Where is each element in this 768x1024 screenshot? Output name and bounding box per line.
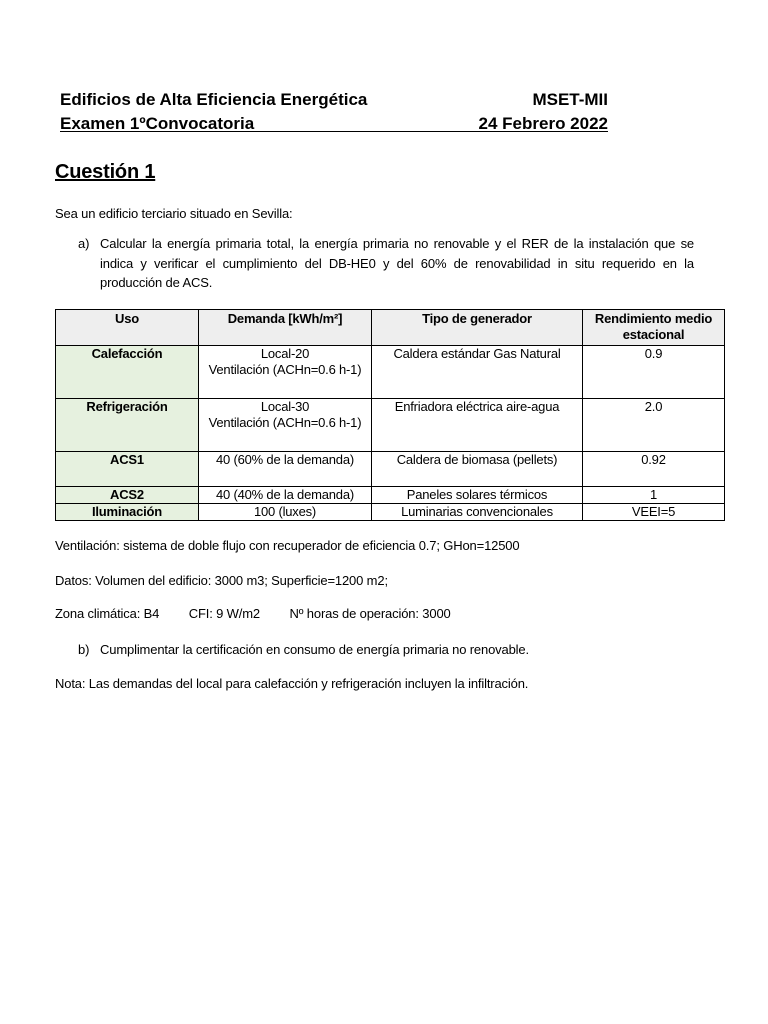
header-rendimiento: Rendimiento medio estacional — [583, 310, 725, 346]
header-uso: Uso — [56, 310, 199, 346]
table-row — [56, 504, 725, 521]
table-row — [56, 487, 725, 504]
table-row — [56, 452, 725, 487]
climate-zone: Zona climática: B4 — [55, 606, 160, 621]
cell-generador: Paneles solares térmicos — [372, 487, 583, 504]
cell-demanda: 40 (60% de la demanda) — [199, 452, 372, 487]
table-row — [56, 399, 725, 452]
item-a-text: Calcular la energía primaria total, la energía primaria no renovable y el RER de la instalación que se indica y verificar el cumplimiento del DB-HE0 y del 60% de renovabilidad in situ requerido en la producción de ACS. — [100, 236, 694, 290]
cell-generador: Luminarias convencionales — [372, 504, 583, 521]
cell-uso: Calefacción — [56, 346, 199, 399]
cell-rendimiento: 1 — [583, 487, 725, 504]
cell-demanda-local: Local-30 — [260, 399, 310, 414]
header-generador: Tipo de generador — [372, 310, 583, 346]
table-header-row — [56, 310, 725, 346]
cell-rendimiento: VEEI=5 — [583, 504, 725, 521]
installation-table — [55, 309, 725, 521]
note-text: Nota: Las demandas del local para calefacción y refrigeración incluyen la infiltración. — [55, 676, 529, 691]
cell-uso: Iluminación — [56, 504, 199, 521]
cell-demanda-ventilacion: Ventilación (ACHn=0.6 h-1) — [208, 362, 362, 377]
cell-rendimiento: 2.0 — [583, 399, 725, 452]
cell-rendimiento: 0.92 — [583, 452, 725, 487]
ventilation-text: Ventilación: sistema de doble flujo con recuperador de eficiencia 0.7; GHon=12500 — [55, 538, 520, 553]
cell-demanda: 100 (luxes) — [199, 504, 372, 521]
cell-uso: Refrigeración — [56, 399, 199, 452]
exam-name: Examen 1ºConvocatoria — [60, 114, 255, 133]
item-a — [78, 234, 694, 293]
cell-uso: ACS2 — [56, 487, 199, 504]
cell-generador: Enfriadora eléctrica aire-agua — [372, 399, 583, 452]
cell-rendimiento: 0.9 — [583, 346, 725, 399]
exam-date: 24 Febrero 2022 — [478, 114, 608, 133]
climate-zone-line — [55, 604, 715, 623]
header-underline — [60, 131, 608, 132]
question-title: Cuestión 1 — [55, 161, 156, 183]
cell-generador: Caldera de biomasa (pellets) — [372, 452, 583, 487]
program-code: MSET-MII — [532, 90, 608, 109]
cell-demanda: 40 (40% de la demanda) — [199, 487, 372, 504]
table-row — [56, 346, 725, 399]
header-demanda: Demanda [kWh/m²] — [199, 310, 372, 346]
cell-uso: ACS1 — [56, 452, 199, 487]
item-b-label: b) — [78, 642, 90, 657]
header-row-1 — [60, 90, 608, 110]
cell-demanda-local: Local-20 — [260, 346, 310, 361]
item-a-label: a) — [78, 236, 90, 251]
data-text: Datos: Volumen del edificio: 3000 m3; Superficie=1200 m2; — [55, 573, 388, 588]
cell-demanda — [199, 399, 372, 452]
item-b — [78, 640, 694, 660]
cell-demanda-ventilacion: Ventilación (ACHn=0.6 h-1) — [208, 415, 362, 430]
intro-text: Sea un edificio terciario situado en Sevilla: — [55, 206, 293, 221]
cell-demanda — [199, 346, 372, 399]
cfi-value: CFI: 9 W/m2 — [188, 606, 261, 621]
operation-hours: Nº horas de operación: 3000 — [289, 606, 451, 621]
course-name: Edificios de Alta Eficiencia Energética — [60, 90, 368, 109]
cell-generador: Caldera estándar Gas Natural — [372, 346, 583, 399]
item-b-text: Cumplimentar la certificación en consumo de energía primaria no renovable. — [100, 642, 529, 657]
